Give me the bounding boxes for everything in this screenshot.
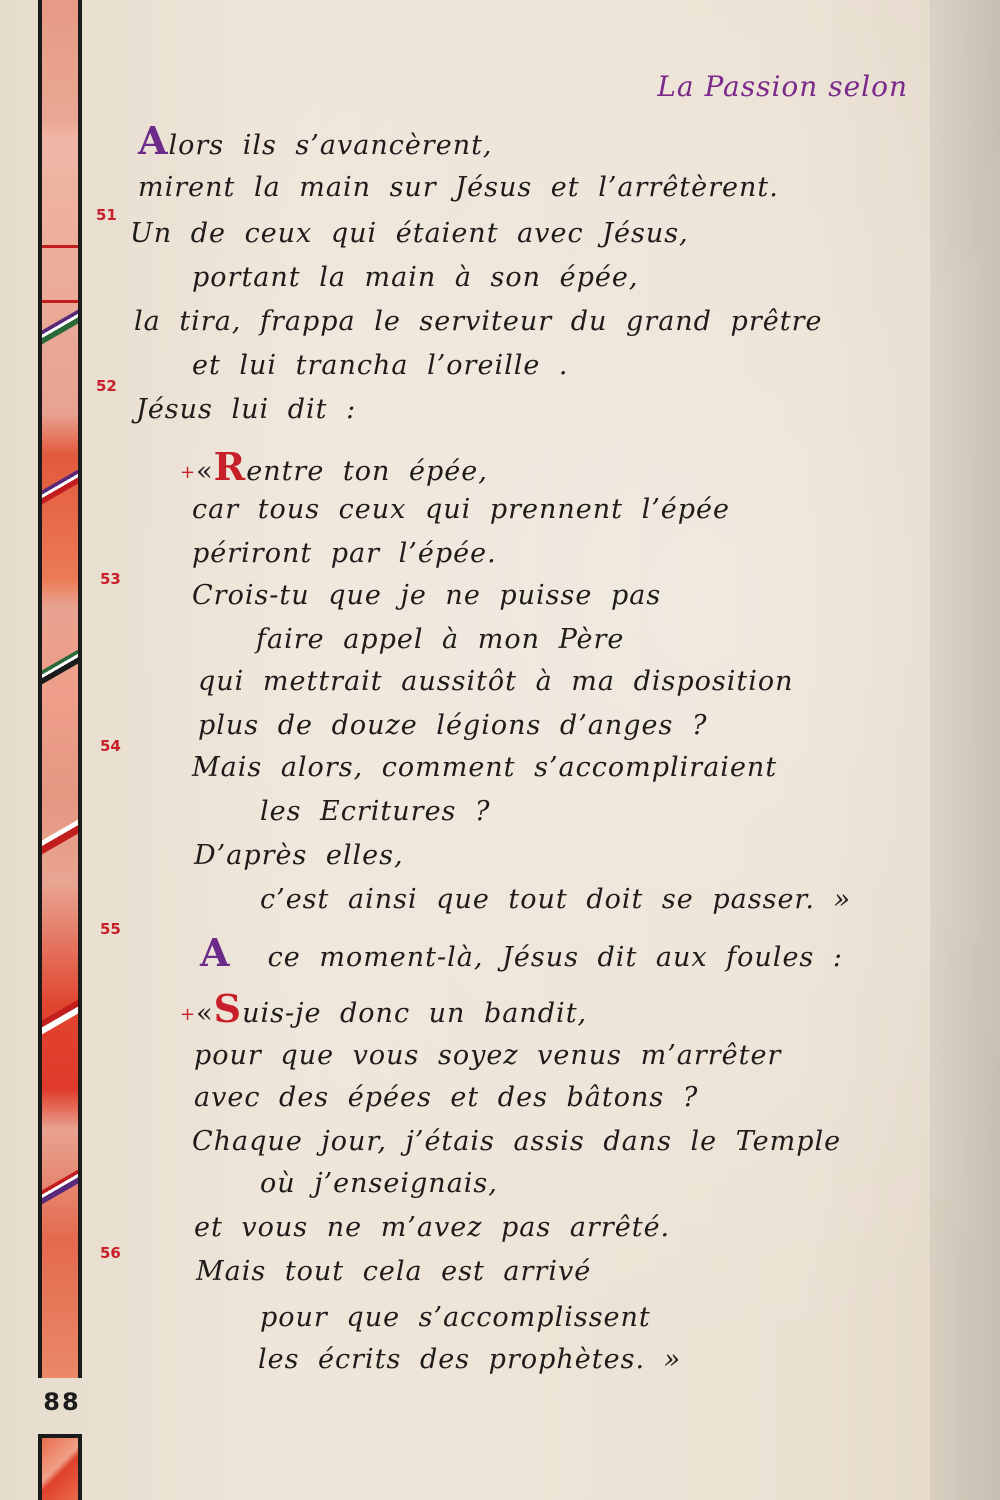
text-line: +«Suis-je donc un bandit, [180,986,588,1031]
verse-number: 55 [100,920,121,938]
text-line: Alors ils s’avancèrent, [138,118,493,163]
verse-number: 53 [100,570,121,588]
verse-number: 51 [96,206,117,224]
text-line: Jésus lui dit : [136,394,357,425]
text-line: périront par l’épée. [192,538,497,569]
text-line: où j’enseignais, [260,1168,498,1199]
text-line: Chaque jour, j’étais assis dans le Temple [192,1126,842,1157]
text-line: pour que s’accomplissent [260,1302,651,1333]
text-line: A ce moment-là, Jésus dit aux foules : [200,930,843,975]
text-line: les Ecritures ? [260,796,491,827]
page-number: 88 [43,1388,81,1416]
border-band [42,1000,78,1035]
text-line: Mais alors, comment s’accompliraient [192,752,778,783]
text-line: pour que vous soyez venus m’arrêter [194,1040,782,1071]
border-band [42,310,78,345]
text-line: portant la main à son épée, [192,262,639,293]
quote-mark: « [196,998,214,1029]
border-band [42,650,78,685]
verse-number: 52 [96,377,117,395]
text-line: faire appel à mon Père [256,624,625,655]
text-line: Mais tout cela est arrivé [196,1256,592,1287]
text-line: les écrits des prophètes. » [258,1344,682,1375]
text-line: Crois-tu que je ne puisse pas [192,580,662,611]
text-line: la tira, frappa le serviteur du grand prêtre [134,306,823,337]
verse-number: 56 [100,1244,121,1262]
decorative-border-strip [38,0,82,1378]
text-line: car tous ceux qui prennent l’épée [192,494,731,525]
border-line [42,245,78,248]
rubric-cross-mark: + [180,1004,197,1025]
decorative-border-strip-bottom [38,1434,82,1500]
border-band [42,820,78,855]
text-line: et vous ne m’avez pas arrêté. [194,1212,671,1243]
text-line: avec des épées et des bâtons ? [194,1082,699,1113]
verse-number: 54 [100,737,121,755]
text-line: D’après elles, [194,840,404,871]
text-line: plus de douze légions d’anges ? [198,710,708,741]
border-band [42,1170,78,1205]
text-line: qui mettrait aussitôt à ma disposition [198,666,794,697]
rubric-cross-mark: + [180,462,197,483]
text-line: +«Rentre ton épée, [180,444,488,489]
drop-cap: A [200,930,231,975]
text-line: et lui trancha l’oreille . [192,350,569,381]
text-line: mirent la main sur Jésus et l’arrêtèrent. [138,172,779,203]
drop-cap: A [138,118,169,163]
facing-page-edge [930,0,1000,1500]
drop-cap: R [213,444,247,489]
border-band [42,470,78,505]
running-title: La Passion selon [657,70,908,103]
text-line: c’est ainsi que tout doit se passer. » [260,884,852,915]
drop-cap: S [213,986,243,1031]
border-line [42,300,78,303]
quote-mark: « [196,456,214,487]
text-line: Un de ceux qui étaient avec Jésus, [130,218,689,249]
